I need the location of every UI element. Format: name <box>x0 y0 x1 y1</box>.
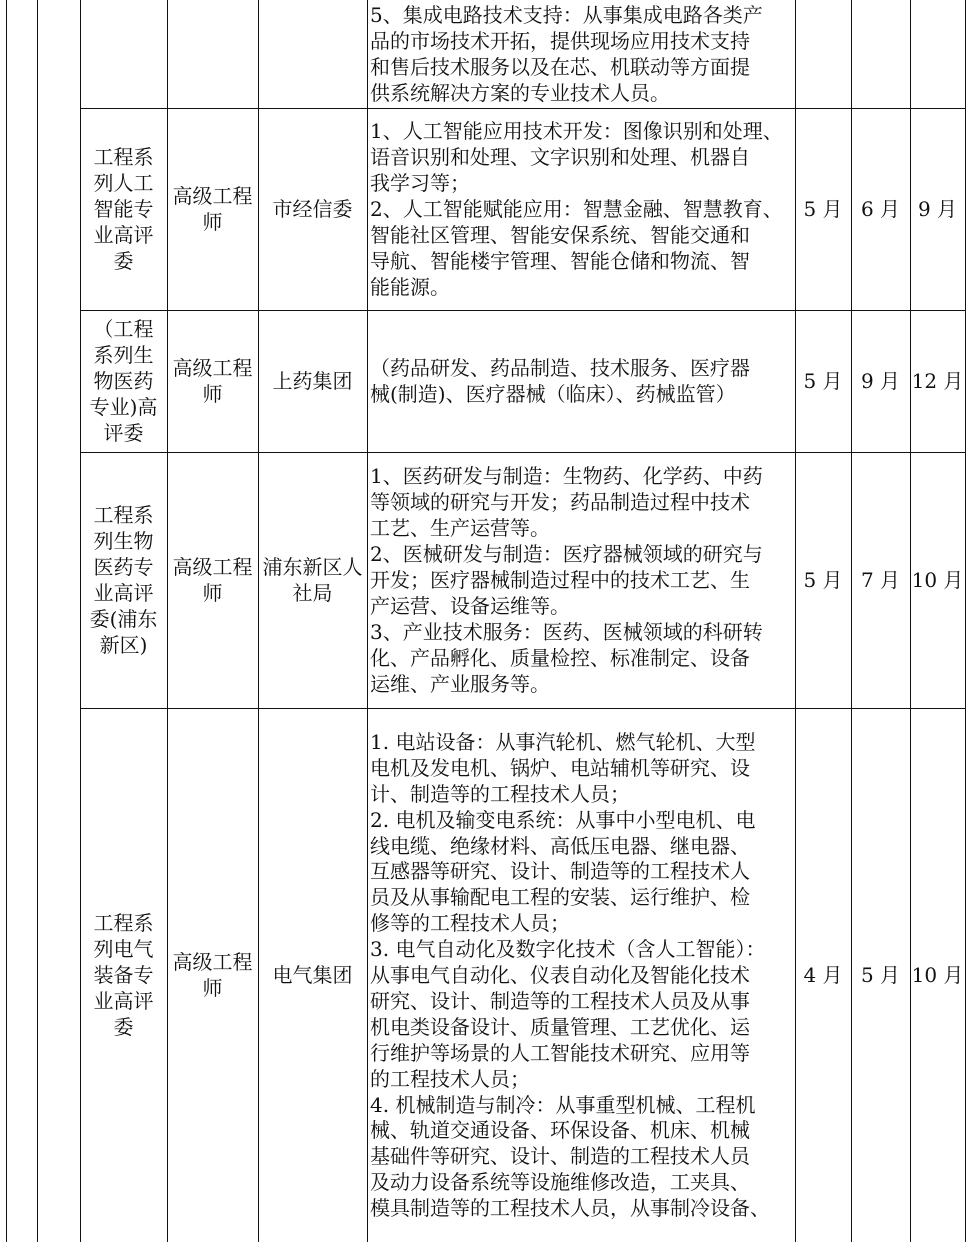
organizer-cell: 浦东新区人 社局 <box>262 555 363 605</box>
scope-cell: 1、医药研发与制造：生物药、化学药、中药 等领域的研究与开发；药品制造过程中技术 工艺、生产运营等。 2、医械研发与制造：医疗器械领域的研究与 开发；医疗器械制造过程中的技术工艺、生 产运营、设备运维等。 3、产业技术服务：医药、医械领域的科研转 化、产品孵化、质量检控、标准制定、设备 运维、产业服务等。 <box>370 464 763 696</box>
month-cell: 10 月 <box>911 568 964 593</box>
row-divider <box>80 708 966 709</box>
month-cell: 6 月 <box>860 197 901 222</box>
scope-cell: （药品研发、药品制造、技术服务、医疗器 械(制造)、医疗器械（临床）、药械监管） <box>370 356 750 406</box>
month-cell: 4 月 <box>803 963 843 988</box>
table-border-left-inner <box>37 0 38 1242</box>
organizer-cell: 市经信委 <box>272 197 353 222</box>
month-cell: 5 月 <box>803 369 843 394</box>
review-committee-cell: 工程系 列电气 装备专 业高评 委 <box>93 911 154 1039</box>
scope-cell: 1. 电站设备：从事汽轮机、燃气轮机、大型 电机及发电机、锅炉、电站辅机等研究、设 计、制造等的工程技术人员； 2. 电机及输变电系统：从事中小型电机、电 线电缆、绝缘材料、高低压电器、继电器、 互感器等研究、设计、制造等的工程技术人 员及从事输配电工程的安装、运行维护、检 修等的工程技术人员； 3. 电气自动化及数字化技术（含人工智能）： 从事电气自动化、仪表自动化及智能化技术 研究、设计、制造等的工程技术人员及从事 机电类设备设计、质量管理、工艺优化、运 行维护等场景的人工智能技术研究、应用等 的工程技术人员； 4. 机械制造与制冷：从事重型机械、工程机 械、轨道交通设备、环保设备、机床、机械 基础件等研究、设计、制造的工程技术人员 及动力设备系统等设施维修改造，工夹具、 模具制造等的工程技术人员，从事制冷设备、 <box>370 729 770 1221</box>
review-committee-cell: 工程系 列生物 医药专 业高评 委(浦东 新区) <box>89 503 158 657</box>
month-cell: 9 月 <box>860 369 901 394</box>
month-cell: 10 月 <box>911 963 964 988</box>
scope-cell: 5、集成电路技术支持：从事集成电路各类产 品的市场技术开拓，提供现场应用技术支持 和售后技术服务以及在芯、机联动等方面提 供系统解决方案的专业技术人员。 <box>370 3 763 105</box>
review-committee-cell: （工程 系列生 物医药 专业)高 评委 <box>89 317 158 445</box>
month-cell: 5 月 <box>860 963 901 988</box>
column-divider <box>367 0 368 1242</box>
table-border-right <box>965 0 966 1242</box>
month-cell: 5 月 <box>803 197 843 222</box>
title-level-cell: 高级工程 师 <box>172 950 253 1000</box>
review-committee-cell: 工程系 列人工 智能专 业高评 委 <box>93 145 154 273</box>
row-divider <box>80 452 966 453</box>
organizer-cell: 电气集团 <box>272 963 353 988</box>
month-cell: 7 月 <box>860 568 901 593</box>
month-cell: 9 月 <box>917 197 958 222</box>
title-level-cell: 高级工程 师 <box>172 555 253 605</box>
row-divider <box>80 310 966 311</box>
title-level-cell: 高级工程 师 <box>172 184 253 234</box>
month-cell: 5 月 <box>803 568 843 593</box>
scope-cell: 1、人工智能应用技术开发：图像识别和处理、 语音识别和处理、文字识别和处理、机器自 我学习等； 2、人工智能赋能应用：智慧金融、智慧教育、 智能社区管理、智能安保系统、智能交通和 导航、智能楼宇管理、智能仓储和物流、智 能能源。 <box>370 119 783 299</box>
table-row <box>370 2 794 108</box>
title-level-cell: 高级工程 师 <box>172 356 253 406</box>
month-cell: 12 月 <box>911 369 964 394</box>
organizer-cell: 上药集团 <box>272 369 353 394</box>
row-divider <box>80 108 966 109</box>
table-border-left-outer <box>6 0 7 1242</box>
